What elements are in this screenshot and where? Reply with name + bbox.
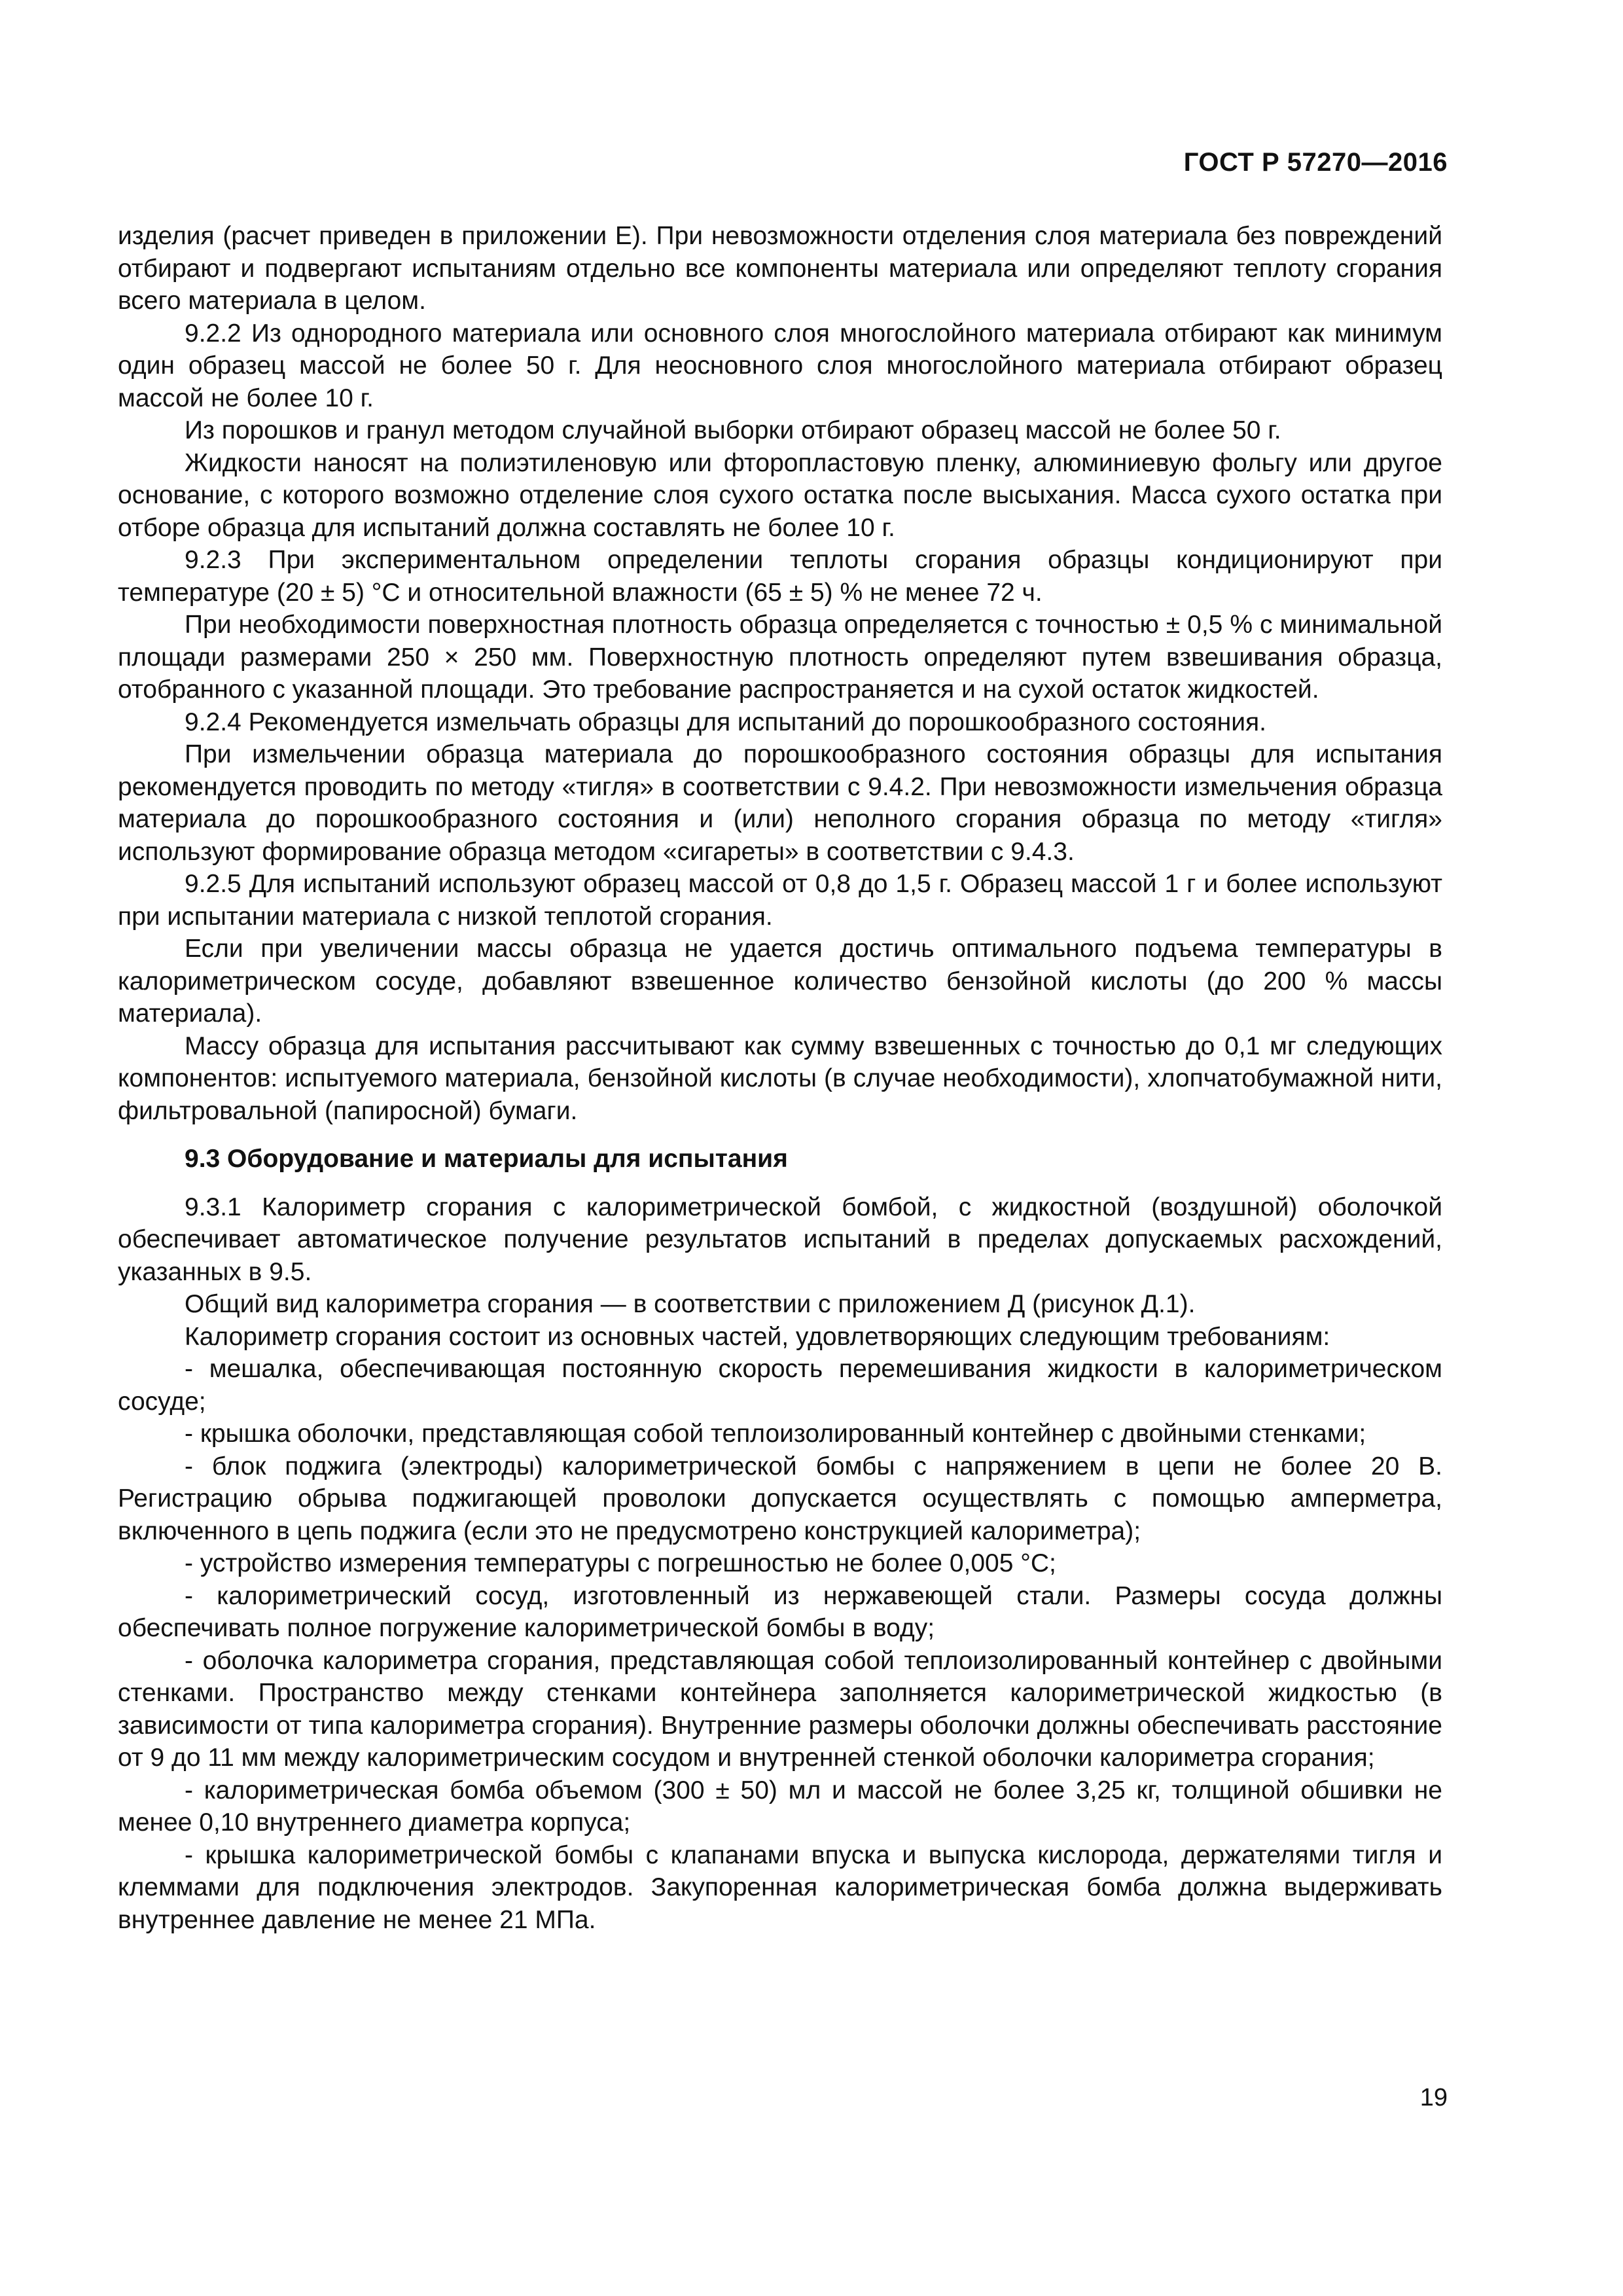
list-item-ignition-unit: - блок поджига (электроды) калориметрической бомбы с напряжением в цепи не более 20 В. Регистрацию обрыва поджигающей проволоки допускается осуществлять с помощью амперметра, включенного в цепь поджига (если это не предусмотрено конструкцией калориметра); <box>118 1452 1442 1545</box>
list-item-jacket-lid: - крышка оболочки, представляющая собой теплоизолированный контейнер с двойными стенками; <box>185 1420 1366 1448</box>
paragraph-surface-density: При необходимости поверхностная плотность образца определяется с точностью ± 0,5 % с минимальной площади размерами 250 × 250 мм. Поверхностную плотность определяют путем взвешивания образца, отобранного с указанной площади. Это требование распространяется и на сухой остаток жидкостей. <box>118 611 1442 704</box>
list-item-temperature-device: - устройство измерения температуры с погрешностью не более 0,005 °С; <box>185 1549 1056 1577</box>
paragraph-9-2-5: 9.2.5 Для испытаний используют образец массой от 0,8 до 1,5 г. Образец массой 1 г и более используют при испытании материала с низкой теплотой сгорания. <box>118 870 1442 931</box>
paragraph-liquids: Жидкости наносят на полиэтиленовую или фторопластовую пленку, алюминиевую фольгу или другое основание, с которого возможно отделение слоя сухого остатка после высыхания. Масса сухого остатка при отборе образца для испытаний должна составлять не более 10 г. <box>118 448 1442 542</box>
standard-header: ГОСТ Р 57270—2016 <box>1183 148 1448 177</box>
paragraph-9-2-4: 9.2.4 Рекомендуется измельчать образцы для испытаний до порошкообразного состояния. <box>185 708 1266 736</box>
paragraph-9-3-1: 9.3.1 Калориметр сгорания с калориметрической бомбой, с жидкостной (воздушной) оболочкой обеспечивает автоматическое получение результатов испытаний в пределах допускаемых расхождений, указанных в 9.5. <box>118 1193 1442 1286</box>
section-heading-9-3: 9.3 Оборудование и материалы для испытания <box>185 1145 788 1173</box>
paragraph-sample-mass: Массу образца для испытания рассчитывают как сумму взвешенных с точностью до 0,1 мг следующих компонентов: испытуемого материала, бензойной кислоты (в случае необходимости), хлопчатобумажной нити, фильтровальной (папиросной) бумаги. <box>118 1031 1442 1125</box>
document-body <box>118 220 1442 1936</box>
list-item-calorimetric-bomb: - калориметрическая бомба объемом (300 ± 50) мл и массой не более 3,25 кг, толщиной обшивки не менее 0,10 внутреннего диаметра корпуса; <box>118 1776 1442 1837</box>
paragraph-grinding: При измельчении образца материала до порошкообразного состояния образцы для испытания рекомендуется проводить по методу «тигля» в соответствии с 9.4.2. При невозможности измельчения образца материала до порошкообразного состояния и (или) неполного сгорания образца по методу «тигля» используют формирование образца методом «сигареты» в соответствии с 9.4.3. <box>118 740 1442 866</box>
paragraph-general-view: Общий вид калориметра сгорания — в соответствии с приложением Д (рисунок Д.1). <box>185 1290 1196 1318</box>
list-item-calorimeter-jacket: - оболочка калориметра сгорания, представляющая собой теплоизолированный контейнер с двойными стенками. Пространство между стенками контейнера заполняется калориметрической жидкостью (в зависимости от типа калориметра сгорания). Внутренние размеры оболочки должны обеспечивать расстояние от 9 до 11 мм между калориметрическим сосудом и внутренней стенкой оболочки калориметра сгорания; <box>118 1646 1442 1772</box>
paragraph-9-2-2: 9.2.2 Из однородного материала или основного слоя многослойного материала отбирают как минимум один образец массой не более 50 г. Для неосновного слоя многослойного материала отбирают образец массой не более 10 г. <box>118 319 1442 412</box>
paragraph-continuation: изделия (расчет приведен в приложении Е). При невозможности отделения слоя материала без повреждений отбирают и подвергают испытаниям отдельно все компоненты материала или определяют теплоту сгорания всего материала в целом. <box>118 222 1442 315</box>
list-item-calorimetric-vessel: - калориметрический сосуд, изготовленный из нержавеющей стали. Размеры сосуда должны обеспечивать полное погружение калориметрической бомбы в воду; <box>118 1581 1442 1642</box>
paragraph-powders: Из порошков и гранул методом случайной выборки отбирают образец массой не более 50 г. <box>185 416 1281 444</box>
paragraph-benzoic-acid: Если при увеличении массы образца не удается достичь оптимального подъема температуры в калориметрическом сосуде, добавляют взвешенное количество бензойной кислоты (до 200 % массы материала). <box>118 935 1442 1028</box>
list-item-bomb-lid: - крышка калориметрической бомбы с клапанами впуска и выпуска кислорода, держателями тигля и клеммами для подключения электродов. Закупоренная калориметрическая бомба должна выдерживать внутреннее давление не менее 21 МПа. <box>118 1840 1442 1934</box>
list-item-stirrer: - мешалка, обеспечивающая постоянную скорость перемешивания жидкости в калориметрическом сосуде; <box>118 1355 1442 1416</box>
paragraph-9-2-3: 9.2.3 При экспериментальном определении теплоты сгорания образцы кондиционируют при температуре (20 ± 5) °С и относительной влажности (65 ± 5) % не менее 72 ч. <box>118 546 1442 607</box>
page-number: 19 <box>1419 2084 1448 2111</box>
paragraph-main-parts: Калориметр сгорания состоит из основных частей, удовлетворяющих следующим требованиям: <box>185 1322 1330 1351</box>
